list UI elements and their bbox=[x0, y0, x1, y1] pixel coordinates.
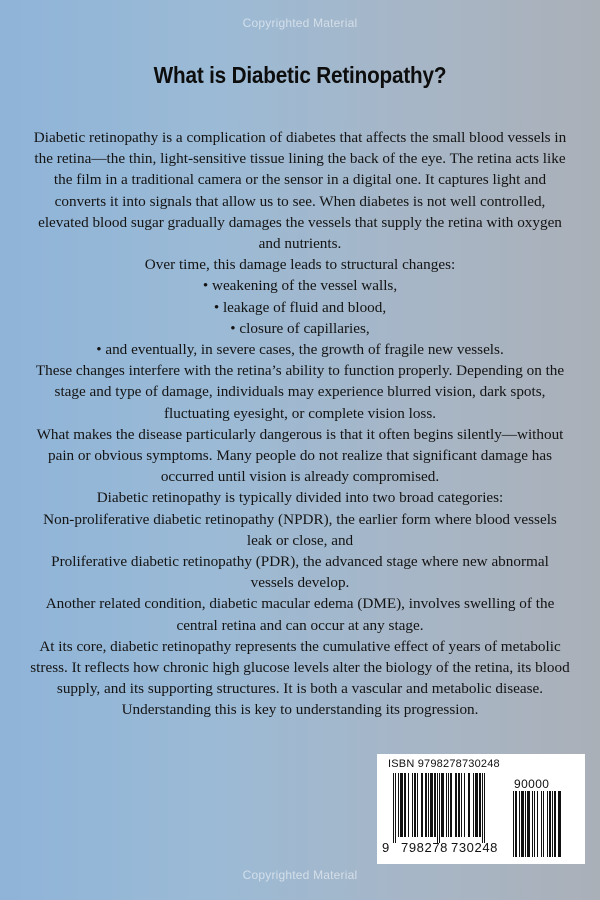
barcode-digits-right: 730248 bbox=[451, 840, 498, 855]
barcode-bar bbox=[441, 773, 444, 837]
paragraph-dme: Another related condition, diabetic macular edema (DME), involves swelling of the central retina and can occur at any stage. bbox=[45, 595, 555, 634]
bullet-item: • closure of capillaries, bbox=[230, 319, 370, 337]
barcode-bar bbox=[541, 791, 542, 857]
barcode-bar bbox=[554, 791, 556, 857]
barcode-bar bbox=[425, 773, 427, 837]
addon-barcode-bars bbox=[513, 791, 571, 857]
paragraph-intro: Diabetic retinopathy is a complication of diabetes that affects the small blood vessels in the retina—the thin, light-sensitive tissue lining the back of the eye. The retina acts like the film in a traditional camera or the sensor in a digital one. It captures light and converts it into signals that allow us to see. When diabetes is not well controlled, elevated blood sugar gradually damages the vessels that supply the retina with oxygen and nutrients. bbox=[33, 129, 567, 253]
paragraph-danger: What makes the disease particularly dangerous is that it often begins silently—without pain or obvious symptoms. Many people do not realize that significant damage has occurred until vision is already compromised. bbox=[36, 425, 564, 486]
barcode-bar bbox=[475, 773, 478, 837]
barcode-bar bbox=[408, 773, 409, 837]
barcode-bar bbox=[417, 773, 418, 837]
ean-barcode-bars bbox=[393, 773, 507, 843]
isbn-label: ISBN 9798278730248 bbox=[388, 758, 500, 770]
bullet-item: • weakening of the vessel walls, bbox=[202, 277, 398, 295]
barcode-bar bbox=[527, 791, 530, 857]
barcode-bar bbox=[519, 791, 520, 857]
barcode-bar bbox=[461, 773, 462, 837]
barcode-bar bbox=[479, 773, 481, 837]
barcode-bar bbox=[404, 773, 406, 837]
barcode-bar bbox=[448, 773, 449, 837]
paragraph-conclusion: At its core, diabetic retinopathy represents the cumulative effect of years of metabolic stress. It reflects how chronic high glucose levels alter the biology of the retina, its blood supply, and its supporting structures. It is both a vascular and metabolic disease. Understanding this is key to understanding its progression. bbox=[30, 637, 570, 719]
barcode-bar bbox=[428, 773, 429, 837]
bullet-item: • leakage of fluid and blood, bbox=[213, 298, 387, 316]
watermark-bottom: Copyrighted Material bbox=[242, 868, 358, 882]
paragraph-symptoms: These changes interfere with the retina’s ability to function properly. Depending on the stage and type of damage, individuals may experience blurred vision, dark spots, fluctuating eyesight, or complete vision loss. bbox=[35, 362, 565, 422]
barcode-bar bbox=[532, 791, 533, 857]
paragraph-pdr: Proliferative diabetic retinopathy (PDR), the advanced stage where new abnormal vessels develop. bbox=[51, 553, 549, 592]
barcode-bar bbox=[430, 773, 433, 837]
barcode-bar bbox=[515, 791, 517, 857]
barcode-bar bbox=[525, 791, 526, 857]
bullet-item: • and eventually, in severe cases, the growth of fragile new vessels. bbox=[96, 341, 504, 359]
barcode-bar bbox=[458, 773, 460, 837]
paragraph-npdr: Non-proliferative diabetic retinopathy (NPDR), the earlier form where blood vessels leak or close, and bbox=[43, 510, 557, 549]
watermark-top: Copyrighted Material bbox=[242, 16, 358, 30]
barcode-bar bbox=[558, 791, 561, 857]
barcode-bar bbox=[393, 773, 394, 843]
paragraph-categories: Diabetic retinopathy is typically divided into two broad categories: bbox=[96, 489, 504, 507]
barcode-bar bbox=[414, 773, 416, 837]
barcode-digit-first: 9 bbox=[382, 840, 390, 855]
page-title: What is Diabetic Retinopathy? bbox=[153, 62, 447, 88]
barcode-bar bbox=[473, 773, 474, 837]
barcode-bar bbox=[513, 791, 514, 857]
barcode-bar bbox=[455, 773, 457, 837]
barcode-bar bbox=[543, 791, 544, 857]
barcode-bar bbox=[446, 773, 447, 837]
barcode-bar bbox=[549, 791, 551, 857]
barcode-bar bbox=[547, 791, 548, 857]
barcode-bar bbox=[552, 791, 553, 857]
barcode-bar bbox=[521, 791, 524, 857]
barcode-bar bbox=[400, 773, 403, 837]
barcode-bar bbox=[464, 773, 465, 837]
barcode-bar bbox=[395, 773, 396, 843]
barcode-bar bbox=[537, 791, 538, 857]
barcode-bar bbox=[450, 773, 452, 837]
barcode-bar bbox=[421, 773, 423, 837]
barcode-bar bbox=[398, 773, 399, 837]
price-code: 90000 bbox=[514, 777, 550, 791]
barcode-digits-left: 798278 bbox=[401, 840, 448, 855]
barcode-bar bbox=[434, 773, 436, 837]
barcode-bar bbox=[484, 773, 485, 843]
barcode-bar bbox=[482, 773, 483, 843]
body-text bbox=[30, 127, 570, 721]
isbn-barcode bbox=[377, 754, 585, 864]
barcode-bar bbox=[437, 773, 438, 843]
paragraph-structural-changes: Over time, this damage leads to structural changes: bbox=[144, 256, 456, 274]
barcode-bar bbox=[439, 773, 440, 843]
barcode-bar bbox=[412, 773, 413, 837]
barcode-bar bbox=[534, 791, 535, 857]
barcode-bar bbox=[468, 773, 470, 837]
